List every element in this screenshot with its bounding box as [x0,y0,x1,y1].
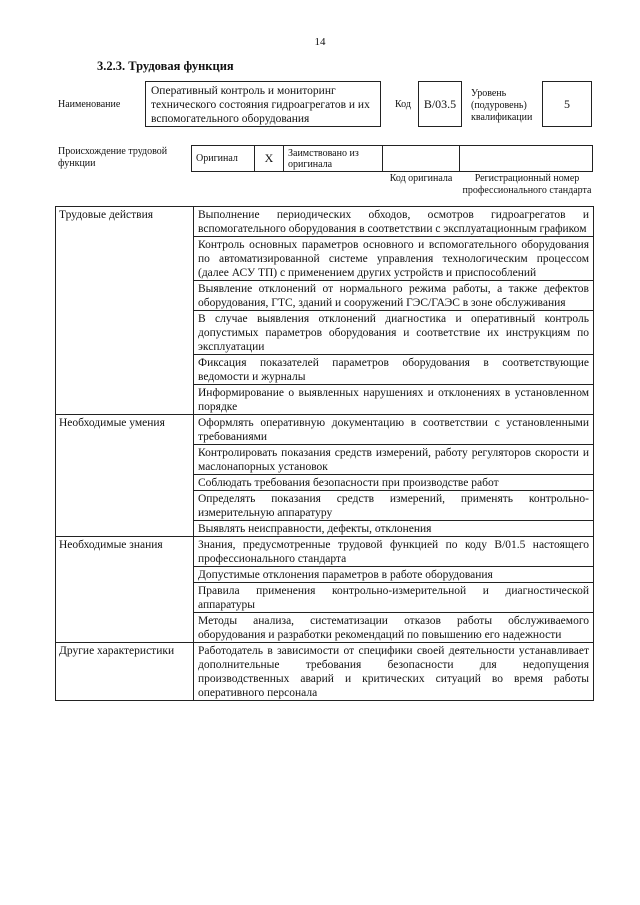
item-cell: Выявлять неисправности, дефекты, отклонения [194,521,594,537]
level-label: Уровень (подуровень) квалификации [471,88,533,123]
item-cell: Оформлять оперативную документацию в соответствии с установленными требованиями [194,415,594,445]
original-code-cell [383,146,460,172]
item-cell: Допустимые отклонения параметров в работе оборудования [194,567,594,583]
code-value: В/03.5 [418,81,462,127]
name-label: Наименование [58,99,121,110]
code-caption: Код оригинала [389,173,453,184]
table-row [56,415,594,445]
item-cell: Определять показания средств измерений, применять контрольно-измерительную аппаратуру [194,491,594,521]
category-cell: Другие характеристики [56,643,194,701]
item-cell: Фиксация показателей параметров оборудования в соответствующие ведомости и журналы [194,355,594,385]
table-row [56,207,594,237]
registration-number-cell [460,146,593,172]
item-cell: Контролировать показания средств измерений, работу регуляторов скорости и маслонапорных установок [194,445,594,475]
item-cell: Контроль основных параметров основного и вспомогательного оборудования по автоматизированной системе управления технологическим процессом (далее АСУ ТП) с применением других устройств и приспособлений [194,237,594,281]
code-label: Код [395,99,411,110]
origin-table [191,145,593,172]
borrowed-label: Заимствовано из оригинала [284,146,383,172]
table-row [56,643,594,701]
category-cell: Необходимые умения [56,415,194,537]
item-cell: Выявление отклонений от нормального режима работы, а также дефектов оборудования, ГТС, зданий и сооружений ГЭС/ГАЭС в зоне обслуживания [194,281,594,311]
item-cell: Соблюдать требования безопасности при производстве работ [194,475,594,491]
table-row [56,537,594,567]
item-cell: Работодатель в зависимости от специфики своей деятельности устанавливает дополнительные требования безопасности для недопущения производственных аварий и критических ситуаций во время работы оперативного персонала [194,643,594,701]
original-label: Оригинал [192,146,255,172]
original-mark: X [255,146,284,172]
item-cell: Знания, предусмотренные трудовой функцией по коду В/01.5 настоящего профессионального стандарта [194,537,594,567]
category-cell: Трудовые действия [56,207,194,415]
reg-caption: Регистрационный номер профессионального стандарта [462,173,592,196]
page-number: 14 [314,36,326,48]
item-cell: Правила применения контрольно-измерительной и диагностической аппаратуры [194,583,594,613]
item-cell: Выполнение периодических обходов, осмотров гидроагрегатов и вспомогательного оборудования в соответствии с эксплуатационным графиком [194,207,594,237]
section-title: 3.2.3. Трудовая функция [97,59,234,73]
item-cell: Информирование о выявленных нарушениях и отклонениях в установленном порядке [194,385,594,415]
category-cell: Необходимые знания [56,537,194,643]
item-cell: Методы анализа, систематизации отказов работы обслуживаемого оборудования и разработки рекомендаций по повышению его надежности [194,613,594,643]
origin-label: Происхождение трудовой функции [58,146,168,169]
item-cell: В случае выявления отклонений диагностика и оперативный контроль допустимых параметров оборудования и соответствие их инструкциям по эксплуатации [194,311,594,355]
level-value: 5 [542,81,592,127]
function-table [55,206,594,701]
name-value: Оперативный контроль и мониторинг технического состояния гидроагрегатов и их вспомогательного оборудования [145,81,381,127]
